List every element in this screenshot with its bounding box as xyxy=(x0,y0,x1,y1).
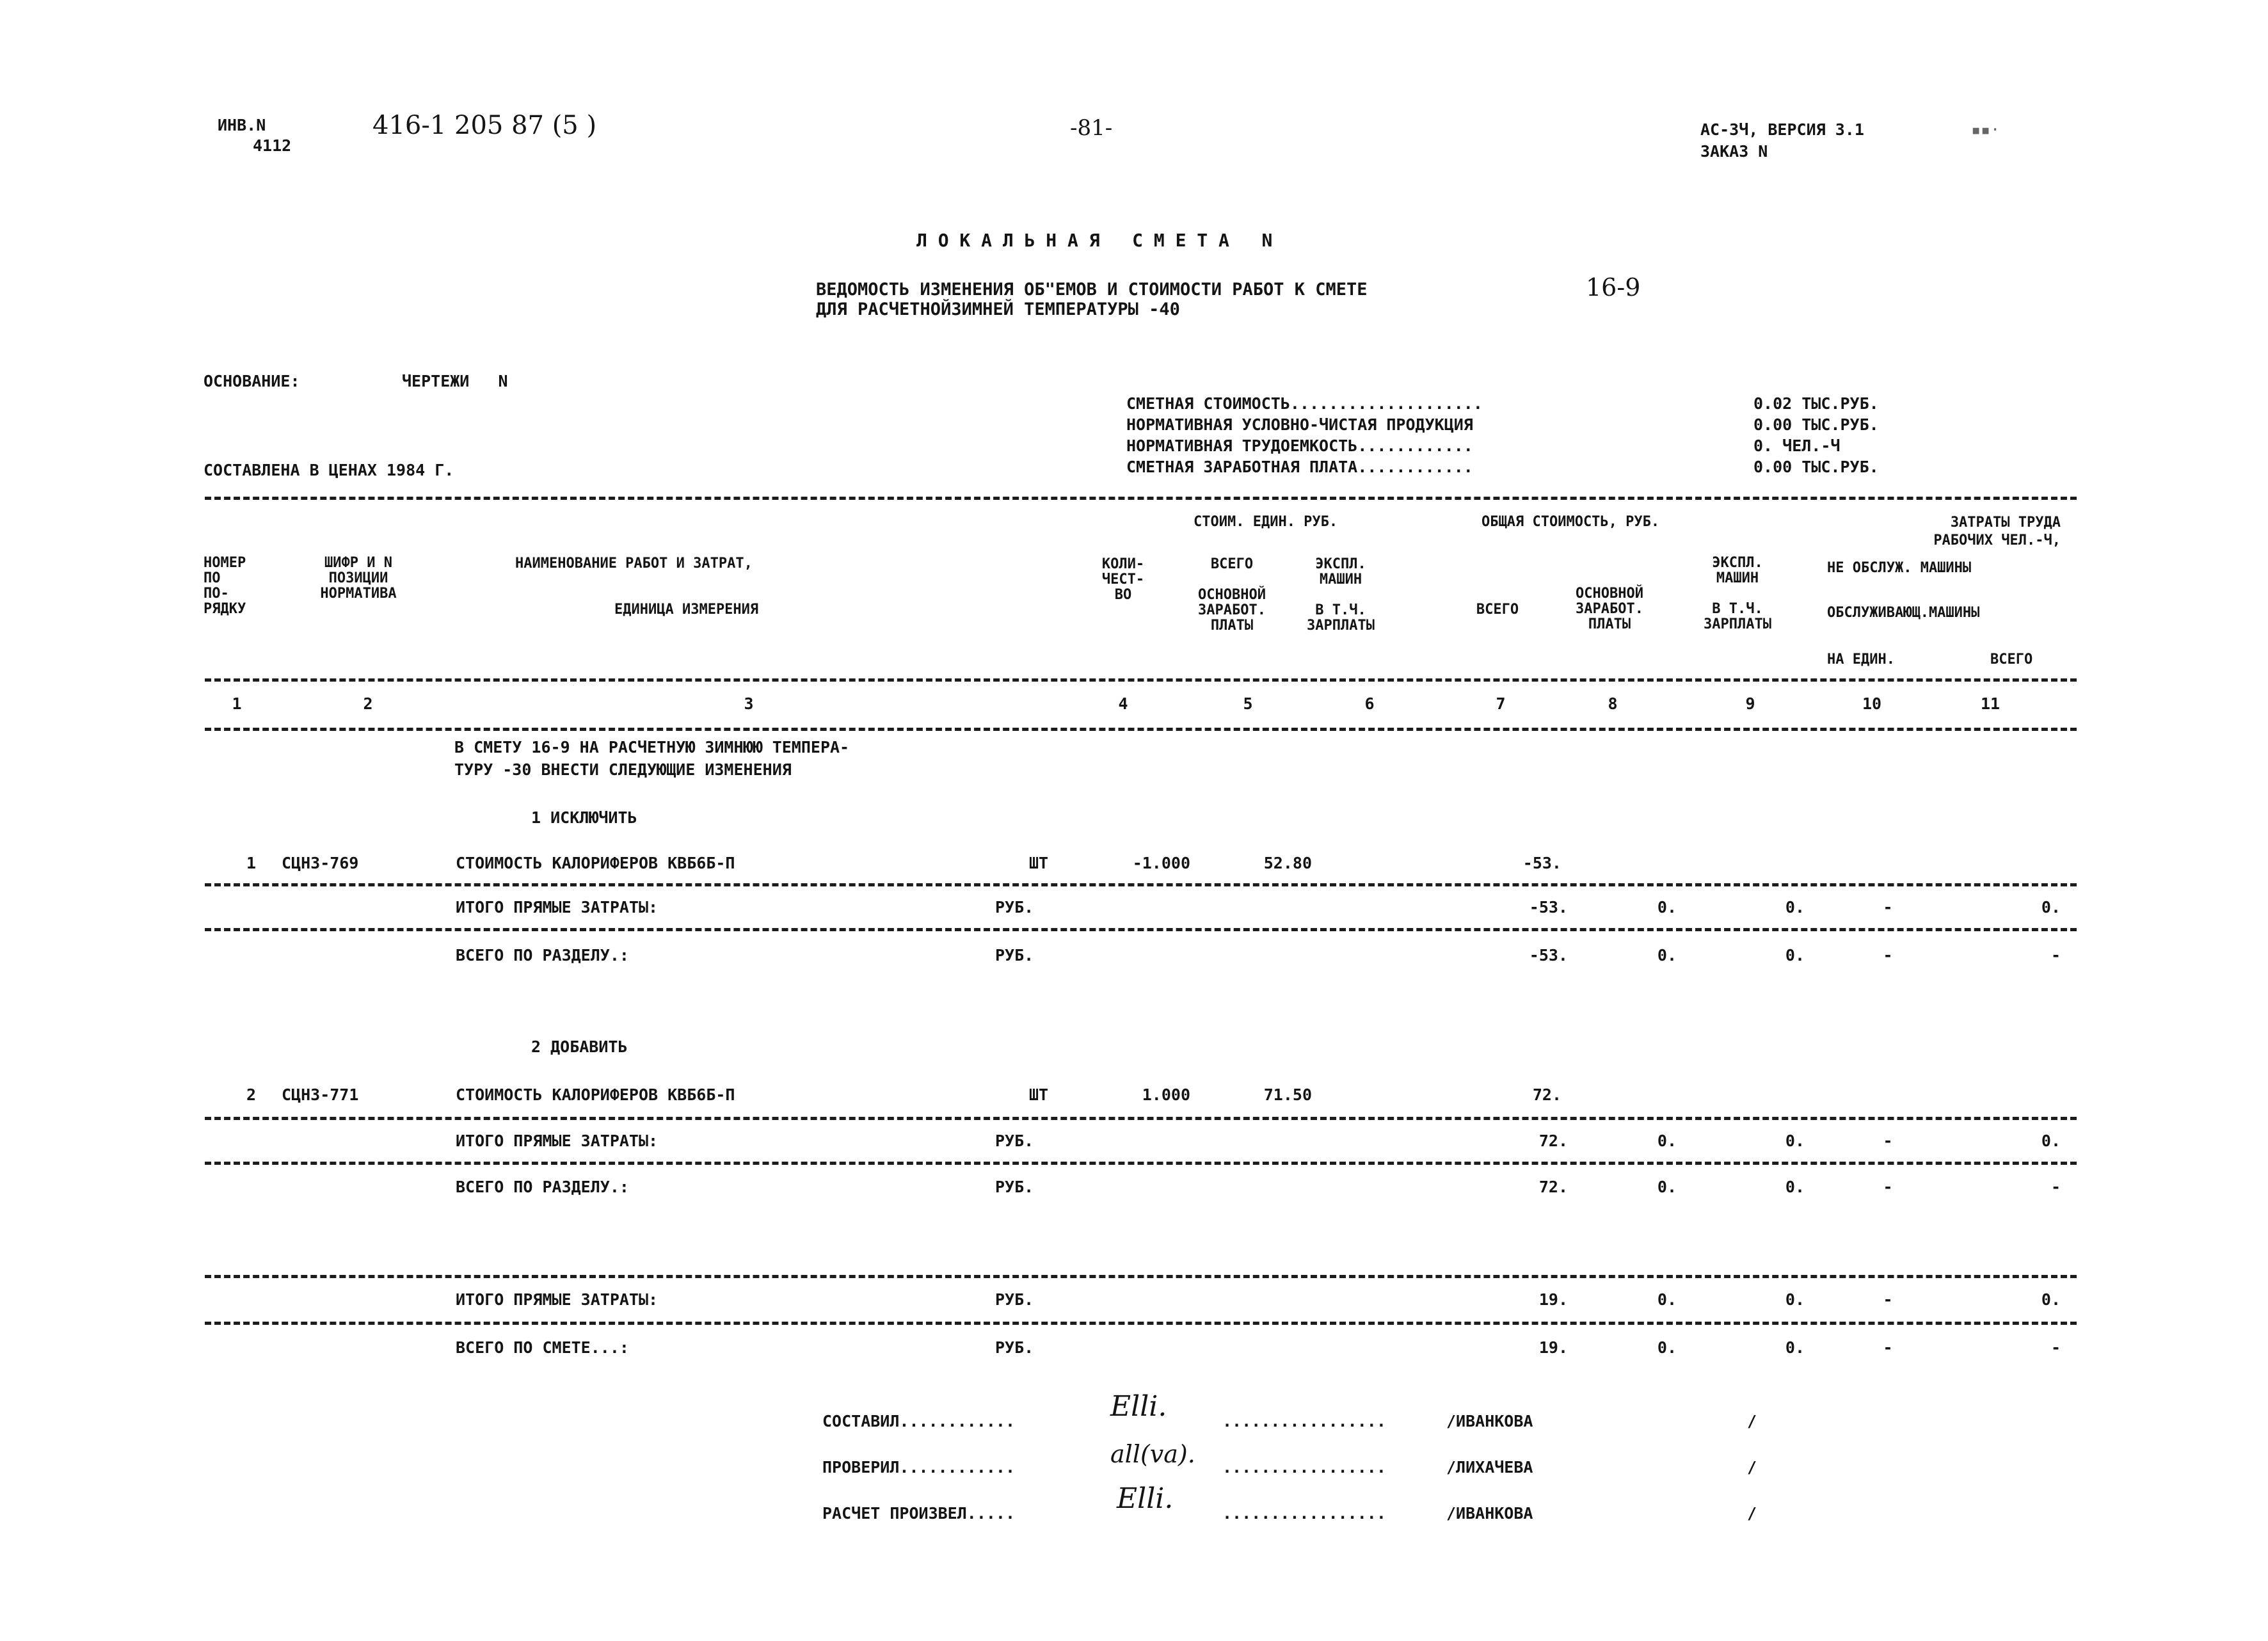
section-total-label: ВСЕГО ПО РАЗДЕЛУ.: xyxy=(456,946,629,965)
table-rule xyxy=(205,497,2077,500)
smeta-reference: 16-9 xyxy=(1586,273,1641,301)
basis-value: ЧЕРТЕЖИ N xyxy=(402,372,508,390)
row-total: 72. xyxy=(1532,1085,1561,1104)
subtotal-labor-total: 0. xyxy=(2041,1132,2061,1150)
header-unit-cost: СТОИМ. ЕДИН. РУБ. xyxy=(1194,514,1338,530)
column-number: 9 xyxy=(1745,694,1755,713)
row-quantity: -1.000 xyxy=(1132,854,1190,872)
document-code: 416-1 205 87 (5 ) xyxy=(372,111,597,140)
grand-total-unit: РУБ. xyxy=(995,1338,1034,1357)
signature-name: /ИВАНКОВА xyxy=(1446,1504,1533,1523)
header-col-6: ЭКСПЛ. МАШИН В Т.Ч. ЗАРПЛАТЫ xyxy=(1307,556,1375,634)
subtotal-unit: РУБ. xyxy=(995,1132,1034,1150)
header-labor: ЗАТРАТЫ ТРУДА РАБОЧИХ ЧЕЛ.-Ч, xyxy=(1933,515,2061,548)
table-rule xyxy=(205,883,2077,886)
table-rule xyxy=(205,1162,2077,1165)
summary-label: НОРМАТИВНАЯ УСЛОВНО-ЧИСТАЯ ПРОДУКЦИЯ xyxy=(1126,415,1473,434)
subtotal-machines: 0. xyxy=(1785,898,1805,917)
grand-total-machines: 0. xyxy=(1785,1338,1805,1357)
header-total-cost: ОБЩАЯ СТОИМОСТЬ, РУБ. xyxy=(1481,514,1660,530)
program-mark: ▪▪· xyxy=(1971,120,2000,139)
document-title: Л О К А Л Ь Н А Я С М Е Т А N xyxy=(916,230,1273,251)
row-quantity: 1.000 xyxy=(1142,1085,1190,1104)
header-labor-serv: ОБСЛУЖИВАЮЩ.МАШИНЫ xyxy=(1827,605,1980,621)
inventory-number: 4112 xyxy=(253,136,292,155)
statement-subtitle: ДЛЯ РАСЧЕТНОЙЗИМНЕЙ ТЕМПЕРАТУРЫ -40 xyxy=(816,300,1180,319)
column-number: 7 xyxy=(1496,694,1506,713)
section-total-wages: 0. xyxy=(1657,1178,1677,1196)
handwritten-signature: Еlli. xyxy=(1117,1482,1174,1515)
grand-direct-label: ИТОГО ПРЯМЫЕ ЗАТРАТЫ: xyxy=(456,1290,659,1309)
intro-line: ТУРУ -30 ВНЕСТИ СЛЕДУЮЩИЕ ИЗМЕНЕНИЯ xyxy=(454,760,792,779)
header-col-7: ВСЕГО xyxy=(1476,602,1519,618)
row-unit: ШТ xyxy=(1029,854,1049,872)
column-number: 1 xyxy=(232,694,242,713)
order-label: ЗАКАЗ N xyxy=(1700,142,1768,161)
header-col-9: ЭКСПЛ. МАШИН В Т.Ч. ЗАРПЛАТЫ xyxy=(1704,555,1771,632)
row-unit-price: 71.50 xyxy=(1263,1085,1312,1104)
header-col-8: ОСНОВНОЙ ЗАРАБОТ. ПЛАТЫ xyxy=(1576,586,1643,632)
column-number: 11 xyxy=(1980,694,2000,713)
section-total-labor-unit: - xyxy=(1883,946,1893,965)
signature-dots: ................. xyxy=(1222,1504,1386,1523)
section-total-label: ВСЕГО ПО РАЗДЕЛУ.: xyxy=(456,1178,629,1196)
summary-value: 0.00 ТЫС.РУБ. xyxy=(1753,415,1879,434)
grand-direct-wages: 0. xyxy=(1657,1290,1677,1309)
column-number: 2 xyxy=(363,694,373,713)
section-total-total: 72. xyxy=(1538,1178,1568,1196)
summary-value: 0.02 ТЫС.РУБ. xyxy=(1753,394,1879,413)
page-number: -81- xyxy=(1070,115,1113,141)
row-code: СЦН3-769 xyxy=(282,854,359,872)
section-heading: 1 ИСКЛЮЧИТЬ xyxy=(531,808,637,827)
signature-label: СОСТАВИЛ............ xyxy=(822,1412,1016,1430)
summary-value: 0. ЧЕЛ.-Ч xyxy=(1753,436,1841,455)
row-total: -53. xyxy=(1522,854,1561,872)
subtotal-label: ИТОГО ПРЯМЫЕ ЗАТРАТЫ: xyxy=(456,898,659,917)
program-version: АС-3Ч, ВЕРСИЯ 3.1 xyxy=(1700,120,1864,139)
table-rule xyxy=(205,928,2077,931)
basis-label: ОСНОВАНИЕ: xyxy=(204,372,300,390)
signature-name: /ИВАНКОВА xyxy=(1446,1412,1533,1430)
column-number: 3 xyxy=(744,694,754,713)
section-total-labor-unit: - xyxy=(1883,1178,1893,1196)
grand-total-labor-total: - xyxy=(2050,1338,2061,1357)
section-total-machines: 0. xyxy=(1785,946,1805,965)
subtotal-total: -53. xyxy=(1529,898,1568,917)
summary-label: СМЕТНАЯ ЗАРАБОТНАЯ ПЛАТА............ xyxy=(1126,458,1473,476)
row-unit-price: 52.80 xyxy=(1263,854,1312,872)
signature-label: РАСЧЕТ ПРОИЗВЕЛ..... xyxy=(822,1504,1016,1523)
header-col-3-unit: ЕДИНИЦА ИЗМЕРЕНИЯ xyxy=(614,602,759,618)
handwritten-signature: Еlli. xyxy=(1110,1390,1167,1423)
subtotal-wages: 0. xyxy=(1657,898,1677,917)
subtotal-labor-unit: - xyxy=(1883,898,1893,917)
grand-direct-machines: 0. xyxy=(1785,1290,1805,1309)
section-total-labor-total: - xyxy=(2050,946,2061,965)
header-col-5: ВСЕГО ОСНОВНОЙ ЗАРАБОТ. ПЛАТЫ xyxy=(1198,556,1266,634)
section-total-wages: 0. xyxy=(1657,946,1677,965)
signature-slash: / xyxy=(1747,1504,1757,1523)
grand-total-wages: 0. xyxy=(1657,1338,1677,1357)
subtotal-machines: 0. xyxy=(1785,1132,1805,1150)
table-rule xyxy=(205,1117,2077,1120)
signature-slash: / xyxy=(1747,1412,1757,1430)
header-col-2: ШИФР И N ПОЗИЦИИ НОРМАТИВА xyxy=(320,555,397,602)
grand-total-labor-unit: - xyxy=(1883,1338,1893,1357)
subtotal-total: 72. xyxy=(1538,1132,1568,1150)
table-rule xyxy=(205,728,2077,731)
signature-slash: / xyxy=(1747,1458,1757,1477)
subtotal-labor-unit: - xyxy=(1883,1132,1893,1150)
inventory-label: ИНВ.N xyxy=(218,116,266,134)
column-number: 4 xyxy=(1118,694,1128,713)
grand-total-label: ВСЕГО ПО СМЕТЕ...: xyxy=(456,1338,629,1357)
row-code: СЦН3-771 xyxy=(282,1085,359,1104)
column-number: 6 xyxy=(1364,694,1375,713)
column-number: 8 xyxy=(1608,694,1618,713)
subtotal-wages: 0. xyxy=(1657,1132,1677,1150)
header-col-4: КОЛИ- ЧЕСТ- ВО xyxy=(1101,556,1145,603)
grand-direct-labor-unit: - xyxy=(1883,1290,1893,1309)
signature-label: ПРОВЕРИЛ............ xyxy=(822,1458,1016,1477)
row-number: 1 xyxy=(246,854,256,872)
subtotal-labor-total: 0. xyxy=(2041,898,2061,917)
handwritten-signature: all(va). xyxy=(1110,1440,1195,1468)
prices-basis: СОСТАВЛЕНА В ЦЕНАХ 1984 Г. xyxy=(204,461,454,479)
grand-total-total: 19. xyxy=(1538,1338,1568,1357)
header-col-1: НОМЕР ПО ПО- РЯДКУ xyxy=(204,555,246,617)
intro-line: В СМЕТУ 16-9 НА РАСЧЕТНУЮ ЗИМНЮЮ ТЕМПЕРА- xyxy=(454,738,850,756)
section-heading: 2 ДОБАВИТЬ xyxy=(531,1037,628,1056)
statement-title: ВЕДОМОСТЬ ИЗМЕНЕНИЯ ОБ"ЕМОВ И СТОИМОСТИ РАБОТ К СМЕТЕ xyxy=(816,280,1368,300)
column-number: 5 xyxy=(1243,694,1253,713)
grand-direct-labor-total: 0. xyxy=(2041,1290,2061,1309)
subtotal-label: ИТОГО ПРЯМЫЕ ЗАТРАТЫ: xyxy=(456,1132,659,1150)
section-total-machines: 0. xyxy=(1785,1178,1805,1196)
row-number: 2 xyxy=(246,1085,256,1104)
header-col-3: НАИМЕНОВАНИЕ РАБОТ И ЗАТРАТ, xyxy=(515,556,753,572)
section-total-total: -53. xyxy=(1529,946,1568,965)
grand-direct-total: 19. xyxy=(1538,1290,1568,1309)
table-rule xyxy=(205,1322,2077,1325)
header-col-10: НА ЕДИН. xyxy=(1827,652,1895,668)
header-labor-unserv: НЕ ОБСЛУЖ. МАШИНЫ xyxy=(1827,560,1972,576)
row-name: СТОИМОСТЬ КАЛОРИФЕРОВ КВБ6Б-П xyxy=(456,854,735,872)
signature-dots: ................. xyxy=(1222,1412,1386,1430)
section-total-unit: РУБ. xyxy=(995,1178,1034,1196)
subtotal-unit: РУБ. xyxy=(995,898,1034,917)
header-col-11: ВСЕГО xyxy=(1990,652,2033,668)
table-rule xyxy=(205,1275,2077,1278)
column-number: 10 xyxy=(1862,694,1882,713)
section-total-labor-total: - xyxy=(2050,1178,2061,1196)
section-total-unit: РУБ. xyxy=(995,946,1034,965)
summary-value: 0.00 ТЫС.РУБ. xyxy=(1753,458,1879,476)
table-rule xyxy=(205,678,2077,682)
summary-label: СМЕТНАЯ СТОИМОСТЬ.................... xyxy=(1126,394,1483,413)
grand-direct-unit: РУБ. xyxy=(995,1290,1034,1309)
row-unit: ШТ xyxy=(1029,1085,1049,1104)
signature-name: /ЛИХАЧЕВА xyxy=(1446,1458,1533,1477)
signature-dots: ................. xyxy=(1222,1458,1386,1477)
summary-label: НОРМАТИВНАЯ ТРУДОЕМКОСТЬ............ xyxy=(1126,436,1473,455)
row-name: СТОИМОСТЬ КАЛОРИФЕРОВ КВБ6Б-П xyxy=(456,1085,735,1104)
